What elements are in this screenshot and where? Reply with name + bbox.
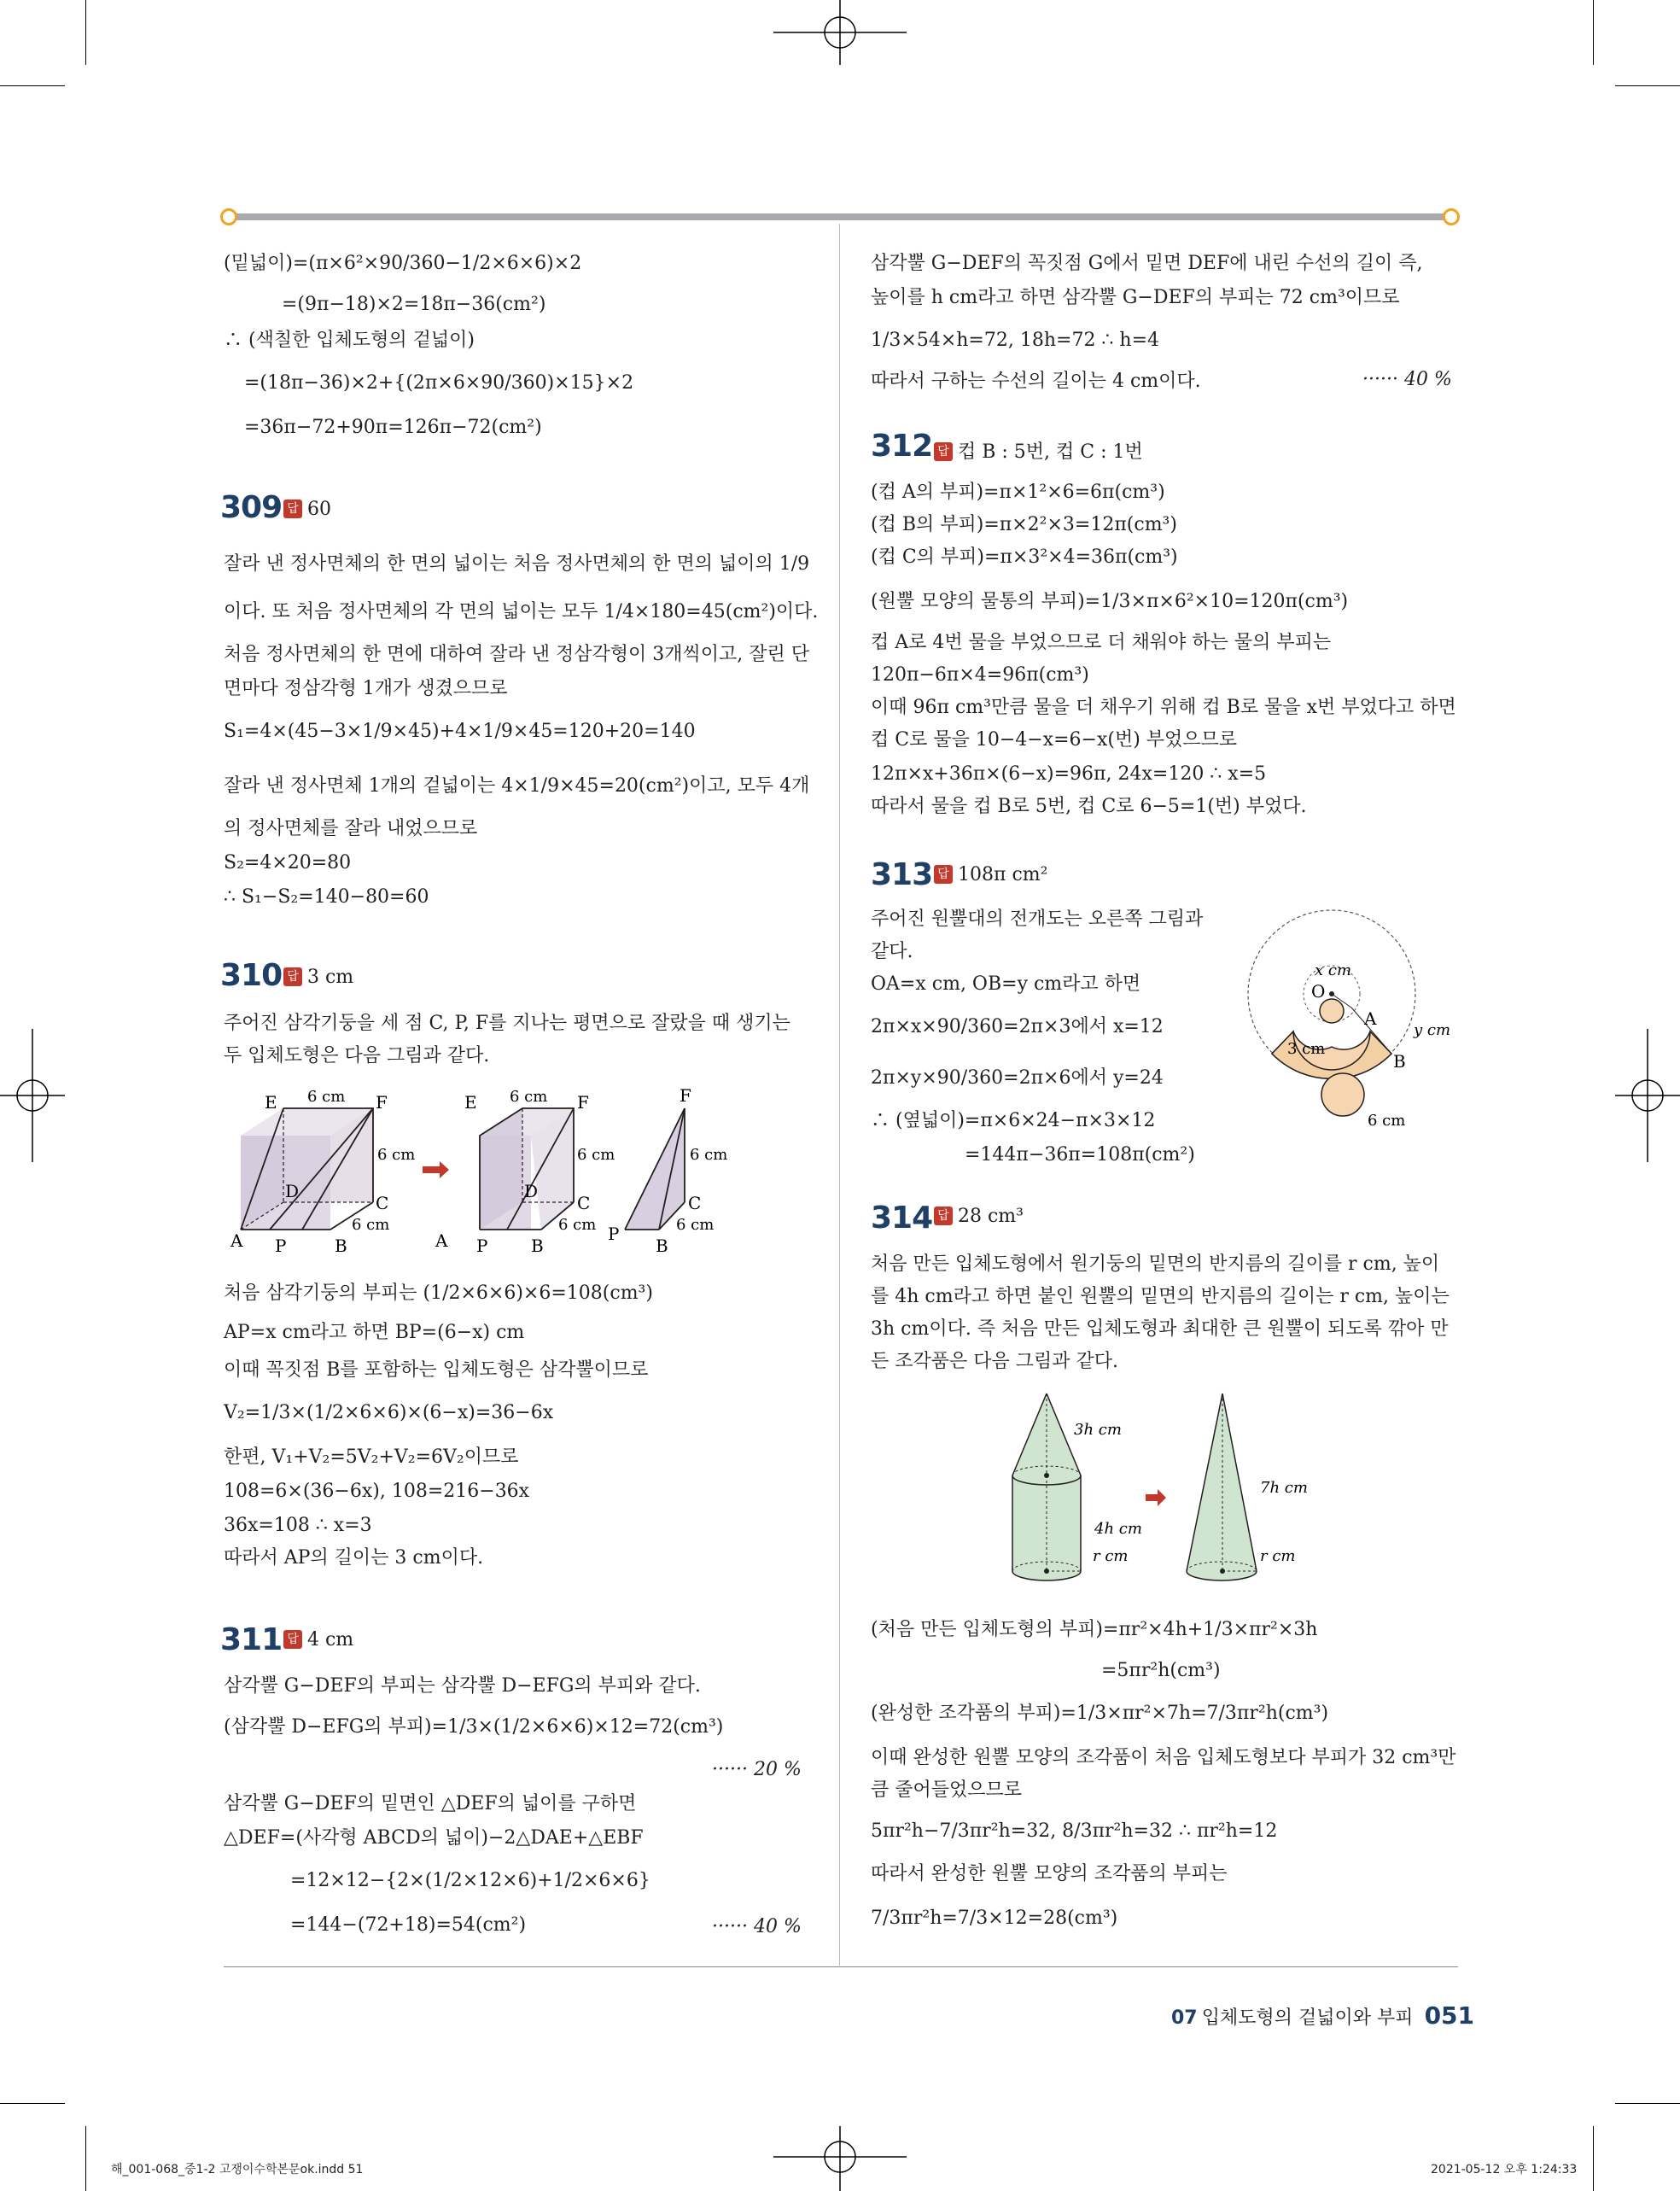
score-40: ······ 40 % (712, 1916, 802, 1937)
answer-badge: 답 (283, 967, 302, 986)
fig-label: A (1364, 1008, 1377, 1029)
p314-line: =5πr²h(cm³) (1101, 1660, 1221, 1681)
fig-label: 7h cm (1260, 1479, 1308, 1497)
p313-line: 같다. (871, 941, 913, 962)
problem-313-answer (934, 864, 1047, 885)
intro-line-5: =36π−72+90π=126π−72(cm²) (244, 417, 542, 438)
p311c-line: 1/3×54×h=72, 18h=72 ∴ h=4 (871, 330, 1160, 351)
fig-label: A (435, 1230, 448, 1251)
p309-line: ∴ S₁−S₂=140−80=60 (224, 886, 429, 908)
answer-badge: 답 (934, 442, 953, 461)
fig-label: r cm (1260, 1547, 1296, 1565)
p313-figure (1229, 905, 1477, 1153)
answer-value: 108π cm² (958, 864, 1048, 885)
score-20: ······ 20 % (712, 1759, 802, 1780)
column-divider (839, 224, 840, 1966)
p313-line: =144π−36π=108π(cm²) (965, 1144, 1195, 1166)
fig-label: P (476, 1236, 488, 1256)
p313-line: OA=x cm, OB=y cm라고 하면 (871, 973, 1141, 995)
p310-line: 두 입체도형은 다음 그림과 같다. (224, 1045, 490, 1066)
fig-label: 6 cm (352, 1216, 390, 1234)
fig-label: B (531, 1236, 544, 1256)
p312-line: 이때 96π cm³만큼 물을 더 채우기 위해 컵 B로 물을 x번 부었다고 하면 (871, 697, 1456, 718)
cylinder-with-cone (1012, 1393, 1081, 1580)
problem-309-answer (283, 499, 331, 520)
p314-line: 큼 줄어들었으므로 (871, 1779, 1023, 1801)
p314-line: 5πr²h−7/3πr²h=32, 8/3πr²h=32 ∴ πr²h=12 (871, 1820, 1278, 1842)
fig-label: 3 cm (1287, 1040, 1326, 1058)
p312-line: (컵 A의 부피)=π×1²×6=6π(cm³) (871, 482, 1165, 503)
p311c-line: 따라서 구하는 수선의 길이는 4 cm이다. (871, 371, 1201, 392)
intro-line-3: ∴ (색칠한 입체도형의 겉넓이) (224, 330, 475, 351)
p311c-line: 삼각뿔 G−DEF의 꼭짓점 G에서 밑면 DEF에 내린 수선의 길이 즉, (871, 253, 1423, 274)
cone (1187, 1393, 1257, 1580)
p314-line: 처음 만든 입체도형에서 원기둥의 밑면의 반지름의 길이를 r cm, 높이 (871, 1253, 1440, 1275)
p314-line: 따라서 완성한 원뿔 모양의 조각품의 부피는 (871, 1863, 1228, 1884)
answer-badge: 답 (934, 1207, 953, 1225)
p310-line: 36x=108 ∴ x=3 (224, 1515, 372, 1536)
fig-label: F (680, 1085, 691, 1106)
fig-label: y cm (1414, 1021, 1451, 1039)
p310-line: 주어진 삼각기둥을 세 점 C, P, F를 지나는 평면으로 잘랐을 때 생기는 (224, 1013, 790, 1034)
fig-label: 4h cm (1094, 1520, 1142, 1538)
fig-label: C (376, 1193, 389, 1213)
p312-line: 컵 A로 4번 물을 부었으므로 더 채워야 하는 물의 부피는 (871, 632, 1332, 653)
fig-label: P (608, 1224, 620, 1244)
p309-line: 이다. 또 처음 정사면체의 각 면의 넓이는 모두 1/4×180=45(cm²)이다. (224, 601, 819, 622)
intro-line-1: (밑넓이)=(π×6²×90/360−1/2×6×6)×2 (224, 253, 582, 274)
p313-line: 2π×x×90/360=2π×3에서 x=12 (871, 1016, 1164, 1037)
answer-badge: 답 (283, 500, 302, 518)
p310-line: 108=6×(36−6x), 108=216−36x (224, 1481, 530, 1502)
p311-line: 삼각뿔 G−DEF의 부피는 삼각뿔 D−EFG의 부피와 같다. (224, 1675, 701, 1697)
fig-label: C (577, 1193, 591, 1213)
p312-line: (원뿔 모양의 물통의 부피)=1/3×π×6²×10=120π(cm³) (871, 591, 1349, 612)
page-number: 051 (1424, 2001, 1475, 2030)
p311c-line: 높이를 h cm라고 하면 삼각뿔 G−DEF의 부피는 72 cm³이므로 (871, 287, 1400, 308)
p309-line: 잘라 낸 정사면체의 한 면의 넓이는 처음 정사면체의 한 면의 넓이의 1/9 (224, 553, 810, 575)
p311-line: =144−(72+18)=54(cm²) (290, 1914, 527, 1936)
prism-1 (241, 1108, 373, 1230)
p314-line: (처음 만든 입체도형의 부피)=πr²×4h+1/3×πr²×3h (871, 1619, 1318, 1640)
problem-311-answer (283, 1629, 353, 1651)
prism-2 (480, 1108, 574, 1230)
problem-312-number: 312 (871, 429, 933, 464)
fig-label: C (688, 1193, 702, 1213)
fig-label: F (376, 1092, 388, 1113)
p312-line: 컵 C로 물을 10−4−x=6−x(번) 부었으므로 (871, 729, 1238, 751)
answer-value: 컵 B : 5번, 컵 C : 1번 (958, 441, 1143, 463)
p310-line: AP=x cm라고 하면 BP=(6−x) cm (224, 1322, 525, 1343)
chapter-number: 07 (1171, 2007, 1198, 2029)
fig-label: E (464, 1092, 477, 1113)
fig-label: B (656, 1236, 668, 1256)
p309-line: S₂=4×20=80 (224, 852, 352, 873)
fig-label: D (524, 1181, 539, 1201)
p314-line: (완성한 조각품의 부피)=1/3×πr²×7h=7/3πr²h(cm³) (871, 1703, 1329, 1724)
p311-line: △DEF=(사각형 ABCD의 넓이)−2△DAE+△EBF (224, 1827, 644, 1849)
p312-line: 12π×x+36π×(6−x)=96π, 24x=120 ∴ x=5 (871, 763, 1267, 785)
p310-line: 이때 꼭짓점 B를 포함하는 입체도형은 삼각뿔이므로 (224, 1359, 649, 1381)
p310-line: 한편, V₁+V₂=5V₂+V₂=6V₂이므로 (224, 1446, 519, 1468)
fig-label: O (1311, 981, 1326, 1002)
arrow-icon (423, 1161, 449, 1178)
fig-label: 6 cm (307, 1088, 346, 1106)
p310-line: 따라서 AP의 길이는 3 cm이다. (224, 1547, 484, 1569)
p310-line: 처음 삼각기둥의 부피는 (1/2×6×6)×6=108(cm³) (224, 1282, 653, 1304)
fig-label: A (230, 1230, 243, 1251)
header-dot-left (220, 208, 237, 225)
problem-310-answer (283, 967, 353, 988)
fig-label: D (285, 1181, 300, 1201)
p313-line: ∴ (옆넓이)=π×6×24−π×3×12 (871, 1110, 1156, 1131)
p311-line: 삼각뿔 G−DEF의 밑면인 △DEF의 넓이를 구하면 (224, 1793, 637, 1814)
intro-line-2: =(9π−18)×2=18π−36(cm²) (282, 294, 546, 315)
answer-value: 3 cm (307, 967, 354, 988)
fig-label: 6 cm (510, 1088, 548, 1106)
score-40: ······ 40 % (1362, 369, 1452, 390)
p312-line: 따라서 물을 컵 B로 5번, 컵 C로 6−5=1(번) 부었다. (871, 796, 1307, 817)
fig-label: 6 cm (577, 1146, 615, 1164)
p309-line: 의 정사면체를 잘라 내었으므로 (224, 818, 478, 839)
fig-label: 6 cm (558, 1216, 597, 1234)
problem-313-number: 313 (871, 857, 933, 892)
fig-label: P (275, 1236, 287, 1256)
fig-label: 6 cm (690, 1146, 728, 1164)
answer-badge: 답 (283, 1630, 302, 1649)
fig-label: 6 cm (377, 1146, 416, 1164)
answer-badge: 답 (934, 865, 953, 884)
intro-line-4: =(18π−36)×2+{(2π×6×90/360)×15}×2 (244, 372, 634, 394)
p312-line: (컵 C의 부피)=π×3²×4=36π(cm³) (871, 546, 1178, 568)
fig-label: 6 cm (676, 1216, 715, 1234)
fig-label: x cm (1315, 961, 1352, 979)
p313-line: 2π×y×90/360=2π×6에서 y=24 (871, 1067, 1164, 1089)
problem-314-answer (934, 1206, 1024, 1227)
p314-line: 이때 완성한 원뿔 모양의 조각품이 처음 입체도형보다 부피가 32 cm³만 (871, 1747, 1456, 1768)
answer-value: 60 (307, 499, 331, 520)
fig-label: E (265, 1092, 277, 1113)
fig-label: r cm (1093, 1547, 1129, 1565)
problem-312-answer (934, 437, 1143, 464)
p309-line: S₁=4×(45−3×1/9×45)+4×1/9×45=120+20=140 (224, 721, 696, 742)
problem-311-number: 311 (220, 1622, 283, 1657)
p309-line: 잘라 낸 정사면체 1개의 겉넓이는 4×1/9×45=20(cm²)이고, 모두 4개 (224, 775, 810, 797)
header-bar (230, 213, 1450, 220)
timestamp: 2021-05-12 오후 1:24:33 (1431, 2163, 1578, 2176)
p314-line: 를 4h cm라고 하면 붙인 원뿔의 밑면의 반지름의 길이는 r cm, 높이는 (871, 1286, 1450, 1307)
p311-line: =12×12−{2×(1/2×12×6)+1/2×6×6} (290, 1870, 650, 1891)
p314-figure (999, 1390, 1357, 1604)
chapter-footer (1171, 2001, 1474, 2030)
p310-figure (224, 1083, 821, 1264)
answer-value: 4 cm (307, 1629, 354, 1651)
fig-label: B (335, 1236, 347, 1256)
chapter-title: 입체도형의 겉넓이와 부피 (1201, 2007, 1414, 2029)
file-info: 해_001-068_중1-2 고쟁이수학본문ok.indd 51 (111, 2163, 364, 2176)
answer-value: 28 cm³ (958, 1206, 1024, 1227)
problem-309-number: 309 (220, 490, 283, 525)
p310-line: V₂=1/3×(1/2×6×6)×(6−x)=36−6x (224, 1402, 554, 1423)
pyramid-3 (625, 1108, 685, 1230)
p311-line: (삼각뿔 D−EFG의 부피)=1/3×(1/2×6×6)×12=72(cm³) (224, 1716, 724, 1738)
fig-label: 6 cm (1368, 1112, 1406, 1130)
bottom-rule (224, 1966, 1458, 1967)
header-dot-right (1443, 208, 1460, 225)
p309-line: 면마다 정삼각형 1개가 생겼으므로 (224, 678, 508, 699)
p314-line: 7/3πr²h=7/3×12=28(cm³) (871, 1908, 1118, 1929)
fig-label: 3h cm (1074, 1421, 1122, 1439)
p312-line: (컵 B의 부피)=π×2²×3=12π(cm³) (871, 514, 1177, 535)
problem-314-number: 314 (871, 1201, 933, 1236)
p313-line: 주어진 원뿔대의 전개도는 오른쪽 그림과 (871, 909, 1204, 930)
fig-label: F (577, 1092, 589, 1113)
p314-line: 든 조각품은 다음 그림과 같다. (871, 1351, 1118, 1372)
arrow-icon (1146, 1489, 1166, 1506)
p314-line: 3h cm이다. 즉 처음 만든 입체도형과 최대한 큰 원뿔이 되도록 깎아 만 (871, 1318, 1449, 1340)
problem-310-number: 310 (220, 958, 283, 993)
fig-label: B (1393, 1051, 1406, 1072)
p312-line: 120π−6π×4=96π(cm³) (871, 664, 1089, 686)
p309-line: 처음 정사면체의 한 면에 대하여 잘라 낸 정삼각형이 3개씩이고, 잘린 단 (224, 644, 809, 665)
